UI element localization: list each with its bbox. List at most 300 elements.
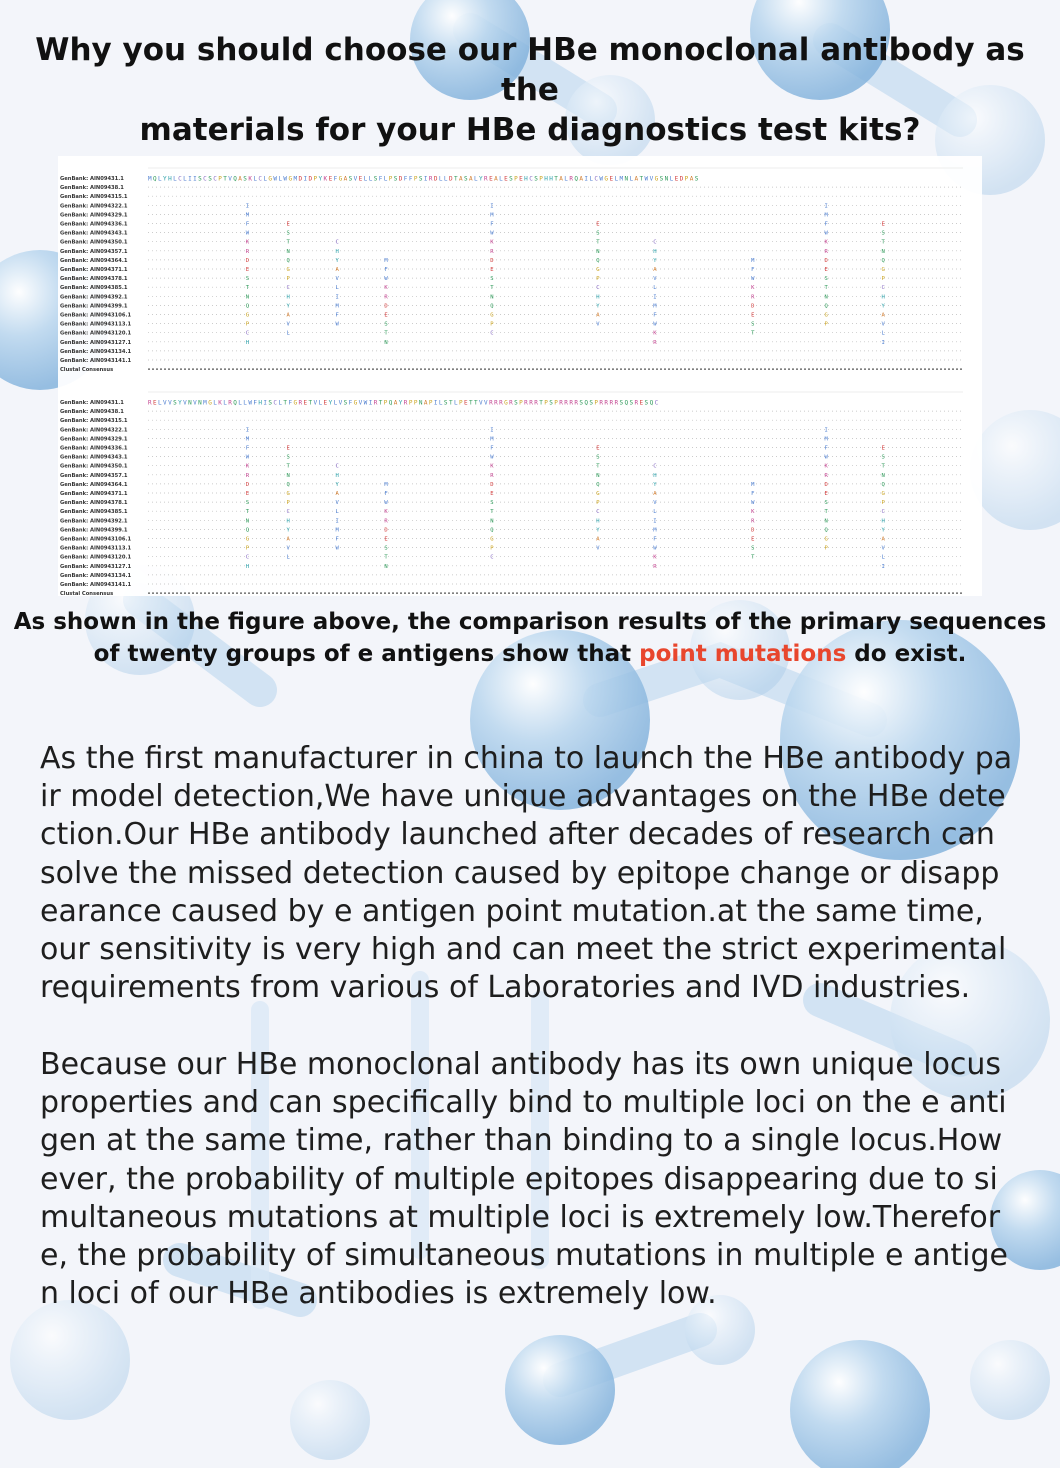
svg-text:P: P [286, 500, 290, 507]
svg-text:G: G [596, 491, 600, 497]
svg-text:G: G [286, 491, 290, 497]
svg-text:T: T [245, 509, 250, 516]
svg-text:R: R [653, 563, 657, 570]
svg-text:E: E [384, 312, 388, 319]
svg-text:M: M [384, 481, 388, 488]
svg-text:E: E [881, 221, 885, 228]
svg-text:M: M [824, 212, 828, 219]
svg-text:Y: Y [286, 527, 290, 534]
svg-text:T: T [881, 239, 885, 246]
svg-text:M: M [653, 527, 657, 534]
svg-text:S: S [286, 230, 290, 237]
svg-text:GenBank: AIN094399.1: GenBank: AIN094399.1 [60, 303, 128, 310]
svg-text:I: I [490, 427, 494, 434]
svg-text:C: C [881, 285, 885, 292]
svg-text:N: N [245, 294, 250, 301]
figure-caption [8, 606, 1052, 670]
svg-text:N: N [881, 248, 885, 255]
svg-text:T: T [824, 285, 828, 292]
paragraph-line: solve the missed detection caused by epitope change or disapp [40, 855, 1000, 891]
svg-text:GenBank: AIN094357.1: GenBank: AIN094357.1 [60, 248, 128, 255]
paragraph-line: earance caused by e antigen point mutation.at the same time, [40, 893, 984, 929]
svg-text:GenBank: AIN09431.1: GenBank: AIN09431.1 [60, 176, 124, 182]
svg-text:W: W [384, 500, 388, 507]
svg-text:E: E [751, 312, 755, 319]
svg-text:C: C [596, 509, 600, 516]
svg-text:H: H [596, 518, 600, 525]
page-title [20, 30, 1040, 150]
svg-text:L: L [653, 509, 657, 516]
svg-text:Y: Y [653, 481, 657, 488]
svg-text:A: A [286, 536, 290, 543]
svg-text:GenBank: AIN0943141.1: GenBank: AIN0943141.1 [60, 582, 132, 588]
paragraph-advantages [40, 740, 1025, 1007]
svg-text:P: P [490, 321, 494, 328]
svg-text:S: S [245, 500, 250, 507]
svg-text:E: E [824, 267, 828, 273]
svg-text:K: K [384, 285, 388, 292]
svg-text:M: M [335, 303, 339, 310]
svg-text:F: F [245, 221, 250, 228]
svg-text:H: H [335, 472, 339, 479]
svg-text:R: R [824, 248, 828, 255]
caption-highlight: point mutations [639, 641, 847, 667]
svg-text:Clustal Consensus: Clustal Consensus [60, 591, 114, 596]
svg-text:C: C [286, 285, 290, 292]
title-line-2: materials for your HBe diagnostics test kits? [139, 112, 921, 148]
svg-text:N: N [286, 248, 290, 255]
svg-text:L: L [653, 285, 657, 292]
caption-end: do exist. [846, 641, 967, 667]
svg-text:GenBank: AIN094315.1: GenBank: AIN094315.1 [60, 418, 128, 425]
svg-text:I: I [245, 203, 250, 210]
svg-text:I: I [881, 339, 885, 346]
paragraph-line: our sensitivity is very high and can meet the strict experimental [40, 932, 1007, 968]
svg-text:E: E [245, 491, 250, 497]
svg-text:F: F [245, 445, 250, 452]
svg-text:N: N [596, 472, 600, 479]
svg-text:GenBank: AIN094364.1: GenBank: AIN094364.1 [60, 481, 128, 488]
svg-text:L: L [286, 330, 290, 337]
svg-text:F: F [384, 491, 388, 497]
svg-text:I: I [824, 427, 828, 434]
paragraph-line: n loci of our HBe antibodies is extremely low. [40, 1276, 717, 1312]
paragraph-line: multaneous mutations at multiple loci is extremely low.Therefor [40, 1199, 1001, 1235]
svg-text:G: G [490, 536, 494, 543]
svg-text:L: L [335, 509, 339, 516]
svg-text:GenBank: AIN0943127.1: GenBank: AIN0943127.1 [60, 563, 132, 570]
svg-text:GenBank: AIN0943106.1: GenBank: AIN0943106.1 [60, 312, 132, 319]
svg-text:M: M [245, 436, 250, 443]
svg-text:Y: Y [335, 481, 339, 488]
svg-text:S: S [596, 230, 600, 237]
svg-text:N: N [286, 472, 290, 479]
svg-text:A: A [653, 267, 657, 273]
svg-text:K: K [384, 509, 388, 516]
paragraph-line: properties and can specifically bind to multiple loci on the e anti [40, 1085, 1007, 1121]
svg-text:E: E [490, 267, 494, 273]
svg-text:D: D [384, 527, 388, 534]
svg-text:A: A [596, 536, 600, 543]
svg-text:Q: Q [596, 481, 600, 488]
svg-text:GenBank: AIN094385.1: GenBank: AIN094385.1 [60, 509, 128, 516]
svg-text:T: T [881, 463, 885, 470]
caption-line-1: As shown in the figure above, the comparison results of the primary sequences [13, 609, 1047, 635]
svg-text:A: A [881, 312, 885, 319]
svg-text:GenBank: AIN094350.1: GenBank: AIN094350.1 [60, 239, 128, 246]
svg-text:K: K [751, 509, 755, 516]
svg-text:R: R [384, 294, 388, 301]
svg-text:P: P [881, 500, 885, 507]
svg-text:F: F [751, 491, 755, 497]
svg-text:P: P [490, 545, 494, 552]
svg-text:S: S [824, 500, 828, 507]
paragraph-line: ction.Our HBe antibody launched after decades of research can [40, 817, 995, 853]
svg-text:Q: Q [490, 527, 494, 534]
svg-text:K: K [751, 285, 755, 292]
svg-text:Y: Y [596, 527, 600, 534]
svg-text:L: L [335, 285, 339, 292]
svg-text:W: W [490, 230, 494, 237]
svg-text:C: C [335, 463, 339, 470]
svg-text:Y: Y [653, 257, 657, 264]
svg-text:H: H [596, 294, 600, 301]
svg-text:GenBank: AIN0943113.1: GenBank: AIN0943113.1 [60, 321, 132, 328]
svg-text:A: A [286, 312, 290, 319]
svg-text:D: D [490, 257, 494, 264]
svg-text:T: T [286, 239, 290, 246]
svg-text:GenBank: AIN0943113.1: GenBank: AIN0943113.1 [60, 545, 132, 552]
svg-text:C: C [286, 509, 290, 516]
svg-text:P: P [824, 321, 828, 328]
svg-text:W: W [335, 321, 339, 328]
svg-text:A: A [335, 491, 339, 497]
svg-text:R: R [245, 248, 250, 255]
svg-text:W: W [653, 321, 657, 328]
svg-text:M: M [653, 303, 657, 310]
svg-text:GenBank: AIN094336.1: GenBank: AIN094336.1 [60, 221, 128, 228]
svg-text:E: E [751, 536, 755, 543]
svg-text:GenBank: AIN094392.1: GenBank: AIN094392.1 [60, 518, 128, 525]
svg-text:K: K [653, 554, 657, 561]
svg-text:N: N [384, 339, 388, 346]
svg-text:F: F [490, 221, 494, 228]
svg-text:W: W [653, 545, 657, 552]
svg-text:W: W [824, 454, 828, 461]
svg-text:M: M [751, 481, 755, 488]
svg-text:Q: Q [824, 303, 828, 310]
svg-text:Q: Q [596, 257, 600, 264]
svg-text:T: T [245, 285, 250, 292]
paragraph-line: gen at the same time, rather than binding to a single locus.How [40, 1123, 1003, 1159]
svg-text:C: C [490, 554, 494, 561]
svg-text:H: H [881, 294, 885, 301]
svg-text:F: F [824, 445, 828, 452]
svg-text:GenBank: AIN094371.1: GenBank: AIN094371.1 [60, 491, 128, 497]
svg-text:M: M [751, 257, 755, 264]
svg-text:G: G [824, 312, 828, 319]
svg-text:V: V [596, 321, 600, 328]
svg-text:GenBank: AIN094399.1: GenBank: AIN094399.1 [60, 527, 128, 534]
svg-text:I: I [490, 203, 494, 210]
svg-text:K: K [653, 330, 657, 337]
svg-text:R: R [824, 472, 828, 479]
svg-text:T: T [384, 330, 388, 337]
svg-text:P: P [881, 276, 885, 283]
svg-text:C: C [653, 239, 657, 246]
svg-text:V: V [335, 276, 339, 283]
svg-text:GenBank: AIN094385.1: GenBank: AIN094385.1 [60, 285, 128, 292]
svg-text:M: M [824, 436, 828, 443]
svg-text:L: L [881, 330, 885, 337]
svg-text:S: S [490, 276, 494, 283]
svg-text:H: H [286, 518, 290, 525]
svg-text:S: S [596, 454, 600, 461]
title-line-1: Why you should choose our HBe monoclonal antibody as the [35, 32, 1025, 108]
sequence-alignment-image [58, 156, 982, 596]
svg-text:V: V [335, 500, 339, 507]
svg-text:Q: Q [286, 481, 290, 488]
svg-text:D: D [490, 481, 494, 488]
svg-text:P: P [245, 321, 250, 328]
svg-text:F: F [653, 312, 657, 319]
svg-text:GenBank: AIN0943141.1: GenBank: AIN0943141.1 [60, 358, 132, 364]
svg-text:K: K [245, 239, 250, 246]
svg-text:N: N [384, 563, 388, 570]
svg-text:Q: Q [824, 527, 828, 534]
svg-text:D: D [751, 303, 755, 310]
svg-text:H: H [286, 294, 290, 301]
svg-text:M: M [335, 527, 339, 534]
svg-text:GenBank: AIN0943106.1: GenBank: AIN0943106.1 [60, 536, 132, 543]
svg-text:K: K [245, 463, 250, 470]
svg-text:C: C [653, 463, 657, 470]
svg-text:Y: Y [881, 527, 885, 534]
svg-text:Clustal Consensus: Clustal Consensus [60, 367, 114, 374]
svg-text:D: D [245, 257, 250, 264]
svg-text:T: T [286, 463, 290, 470]
svg-text:S: S [490, 500, 494, 507]
svg-text:M: M [490, 436, 494, 443]
paragraph-line: ir model detection,We have unique advantages on the HBe dete [40, 779, 1006, 815]
svg-text:R: R [751, 294, 755, 301]
svg-text:P: P [824, 545, 828, 552]
svg-text:S: S [384, 545, 388, 552]
svg-text:W: W [245, 230, 250, 237]
svg-text:V: V [881, 545, 885, 552]
svg-text:H: H [335, 248, 339, 255]
svg-text:E: E [490, 491, 494, 497]
svg-text:GenBank: AIN094378.1: GenBank: AIN094378.1 [60, 500, 128, 507]
svg-text:M: M [245, 212, 250, 219]
svg-text:V: V [653, 276, 657, 283]
paragraph-line: Because our HBe monoclonal antibody has its own unique locus [40, 1047, 1002, 1082]
svg-text:GenBank: AIN094378.1: GenBank: AIN094378.1 [60, 276, 128, 283]
svg-text:G: G [596, 267, 600, 273]
svg-text:V: V [286, 545, 290, 552]
svg-text:P: P [245, 545, 250, 552]
svg-text:GenBank: AIN0943134.1: GenBank: AIN0943134.1 [60, 572, 132, 579]
svg-text:I: I [881, 563, 885, 570]
svg-text:G: G [881, 491, 885, 497]
svg-text:K: K [824, 239, 828, 246]
svg-text:W: W [384, 276, 388, 283]
svg-text:T: T [596, 463, 600, 470]
svg-text:E: E [881, 445, 885, 452]
svg-text:E: E [286, 221, 290, 228]
svg-text:S: S [751, 545, 755, 552]
svg-text:Q: Q [245, 303, 250, 310]
paragraph-line: As the first manufacturer in china to launch the HBe antibody pa [40, 741, 1013, 776]
svg-text:N: N [490, 518, 494, 525]
svg-text:GenBank: AIN094392.1: GenBank: AIN094392.1 [60, 294, 128, 301]
svg-text:I: I [245, 427, 250, 434]
svg-text:S: S [881, 454, 885, 461]
svg-text:GenBank: AIN094322.1: GenBank: AIN094322.1 [60, 203, 128, 210]
svg-text:E: E [245, 267, 250, 273]
svg-text:GenBank: AIN094357.1: GenBank: AIN094357.1 [60, 472, 128, 479]
svg-text:Y: Y [335, 257, 339, 264]
svg-text:S: S [245, 276, 250, 283]
svg-text:V: V [286, 321, 290, 328]
svg-text:GenBank: AIN094343.1: GenBank: AIN094343.1 [60, 454, 128, 461]
svg-text:MQLYHLCLIISCSCPTVQASKLCLGWLWGM: MQLYHLCLIISCSCPTVQASKLCLGWLWGMDIDPYKEFGASVELLSFLPSDFFPSIRDLLDTASALYREALESPEHCSPHHTALRQAILCWGELMNLATWVGSNLEDPAS [148, 175, 700, 183]
svg-text:M: M [384, 257, 388, 264]
svg-text:C: C [881, 509, 885, 516]
svg-text:W: W [824, 230, 828, 237]
svg-text:D: D [245, 481, 250, 488]
svg-text:R: R [653, 339, 657, 346]
svg-text:RELVVSYVNVNMGLKLRQLLWFHISCLTFG: RELVVSYVNVNMGLKLRQLLWFHISCLTFGRETVLEYLVSFGVWIRTPQAYRPPNAPILSTLPETTVVRRRGRSPRRRTPSPRRRRSQSPRRRRSQSRESQC [148, 399, 660, 407]
svg-text:GenBank: AIN0943127.1: GenBank: AIN0943127.1 [60, 339, 132, 346]
svg-text:H: H [653, 248, 657, 255]
svg-text:I: I [824, 203, 828, 210]
svg-text:N: N [824, 518, 828, 525]
svg-text:I: I [653, 518, 657, 525]
svg-text:F: F [751, 267, 755, 273]
svg-text:S: S [824, 276, 828, 283]
svg-text:GenBank: AIN094343.1: GenBank: AIN094343.1 [60, 230, 128, 237]
svg-text:GenBank: AIN094371.1: GenBank: AIN094371.1 [60, 267, 128, 273]
svg-text:E: E [596, 221, 600, 228]
svg-text:D: D [751, 527, 755, 534]
svg-text:A: A [335, 267, 339, 273]
svg-text:T: T [596, 239, 600, 246]
svg-text:S: S [881, 230, 885, 237]
svg-text:W: W [751, 500, 755, 507]
paragraph-line: requirements from various of Laboratories and IVD industries. [40, 970, 971, 1006]
svg-text:N: N [824, 294, 828, 301]
svg-text:S: S [286, 454, 290, 461]
svg-text:E: E [824, 491, 828, 497]
svg-text:W: W [245, 454, 250, 461]
svg-text:G: G [824, 536, 828, 543]
svg-text:T: T [490, 285, 494, 292]
svg-text:G: G [881, 267, 885, 273]
svg-text:R: R [751, 518, 755, 525]
svg-text:N: N [490, 294, 494, 301]
svg-text:GenBank: AIN09438.1: GenBank: AIN09438.1 [60, 409, 124, 416]
svg-text:C: C [596, 285, 600, 292]
svg-text:Q: Q [245, 527, 250, 534]
svg-text:T: T [384, 554, 388, 561]
svg-text:H: H [881, 518, 885, 525]
svg-text:Q: Q [881, 481, 885, 488]
svg-text:E: E [384, 536, 388, 543]
svg-text:Y: Y [596, 303, 600, 310]
svg-text:F: F [384, 267, 388, 273]
svg-text:E: E [596, 445, 600, 452]
svg-text:W: W [335, 545, 339, 552]
svg-text:R: R [384, 518, 388, 525]
svg-text:N: N [596, 248, 600, 255]
svg-text:GenBank: AIN0943120.1: GenBank: AIN0943120.1 [60, 330, 132, 337]
svg-text:F: F [335, 536, 339, 543]
svg-text:W: W [490, 454, 494, 461]
svg-text:G: G [286, 267, 290, 273]
svg-text:Q: Q [286, 257, 290, 264]
svg-text:Q: Q [490, 303, 494, 310]
svg-text:GenBank: AIN094322.1: GenBank: AIN094322.1 [60, 427, 128, 434]
svg-text:K: K [490, 463, 494, 470]
svg-text:F: F [824, 221, 828, 228]
svg-text:GenBank: AIN09431.1: GenBank: AIN09431.1 [60, 400, 124, 406]
svg-text:T: T [751, 330, 755, 337]
svg-text:V: V [653, 500, 657, 507]
paragraph-locus-properties [40, 1046, 1025, 1313]
svg-text:G: G [245, 536, 250, 543]
svg-text:D: D [384, 303, 388, 310]
svg-text:H: H [653, 472, 657, 479]
svg-text:D: D [824, 257, 828, 264]
svg-text:T: T [824, 509, 828, 516]
svg-text:Y: Y [286, 303, 290, 310]
svg-text:GenBank: AIN094336.1: GenBank: AIN094336.1 [60, 445, 128, 452]
svg-text:V: V [881, 321, 885, 328]
svg-text:D: D [824, 481, 828, 488]
svg-text:G: G [245, 312, 250, 319]
svg-text:GenBank: AIN094350.1: GenBank: AIN094350.1 [60, 463, 128, 470]
sequence-alignment-figure [58, 156, 982, 596]
svg-text:P: P [286, 276, 290, 283]
svg-text:K: K [824, 463, 828, 470]
svg-text:T: T [751, 554, 755, 561]
svg-text:GenBank: AIN09438.1: GenBank: AIN09438.1 [60, 185, 124, 192]
svg-text:N: N [245, 518, 250, 525]
svg-text:W: W [751, 276, 755, 283]
svg-text:GenBank: AIN0943120.1: GenBank: AIN0943120.1 [60, 554, 132, 561]
svg-text:C: C [490, 330, 494, 337]
svg-text:GenBank: AIN094315.1: GenBank: AIN094315.1 [60, 194, 128, 201]
svg-text:P: P [596, 276, 600, 283]
svg-text:R: R [490, 472, 494, 479]
svg-text:GenBank: AIN0943134.1: GenBank: AIN0943134.1 [60, 348, 132, 355]
svg-text:A: A [596, 312, 600, 319]
svg-text:GenBank: AIN094329.1: GenBank: AIN094329.1 [60, 436, 128, 443]
svg-text:N: N [881, 472, 885, 479]
svg-text:Q: Q [881, 257, 885, 264]
svg-text:Y: Y [881, 303, 885, 310]
svg-text:C: C [245, 554, 250, 561]
svg-text:R: R [490, 248, 494, 255]
svg-text:F: F [335, 312, 339, 319]
paragraph-line: ever, the probability of multiple epitopes disappearing due to si [40, 1161, 998, 1197]
svg-text:C: C [335, 239, 339, 246]
svg-text:S: S [384, 321, 388, 328]
paragraph-line: e, the probability of simultaneous mutations in multiple e antige [40, 1238, 1008, 1274]
svg-text:M: M [490, 212, 494, 219]
svg-text:K: K [490, 239, 494, 246]
